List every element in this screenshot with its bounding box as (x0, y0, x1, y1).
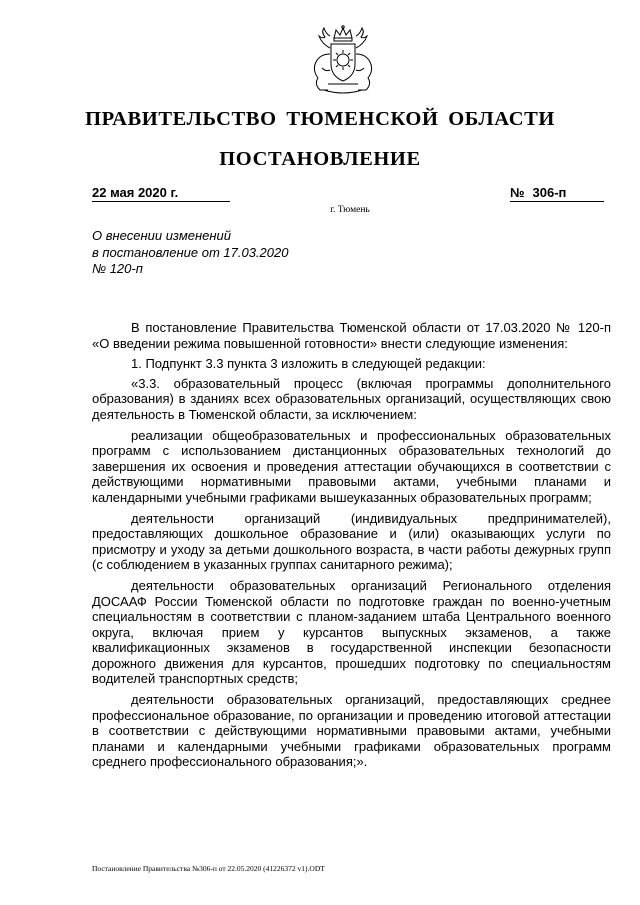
body-paragraph-exception-4: деятельности образовательных организаций, предоставляющих среднее профессиональное образование, по организации и проведению итоговой аттестации в соответствии с действующими нормативными правовыми актами, учебными планами и календарными учебными графиками образовательных программ среднего профессионального образования;». (92, 692, 611, 770)
document-date: 22 мая 2020 г. (92, 185, 230, 202)
document-subject (92, 228, 352, 278)
document-number: 306-п (532, 185, 567, 200)
document-number-field (510, 185, 604, 202)
body-paragraph-item-1: 1. Подпункт 3.3 пункта 3 изложить в следующей редакции: (131, 356, 486, 372)
document-footer: Постановление Правительства №306-п от 22.05.2020 (41226372 v1).ODT (92, 864, 325, 873)
body-paragraph-subitem-3-3: «3.3. образовательный процесс (включая программы дополнительного образования) в зданиях всех образовательных организаций, осуществляющих свою деятельность в Тюменской области, за исключением: (92, 375, 611, 422)
city-label: г. Тюмень (330, 205, 370, 215)
number-sign: № (510, 185, 525, 200)
document-body (92, 320, 611, 775)
subject-line-2: в постановление от 17.03.2020 (92, 244, 289, 260)
coat-of-arms-icon (300, 24, 386, 98)
body-paragraph-exception-2: деятельности организаций (индивидуальных предпринимателей), предоставляющих дошкольное образование и (или) оказывающих услуги по присмотру и уходу за детьми дошкольного возраста, в части работы дежурных групп (с соблюдением в указанных группах санитарного режима); (92, 510, 611, 573)
document-type-title: ПОСТАНОВЛЕНИЕ (219, 148, 421, 170)
body-paragraph-intro: В постановление Правительства Тюменской области от 17.03.2020 № 120-п «О введении режима повышенной готовности» внести следующие изменения: (92, 320, 611, 351)
body-paragraph-exception-1: реализации общеобразовательных и профессиональных образовательных программ с использованием дистанционных образовательных технологий до завершения их освоения и проведения аттестации обучающихся в соответствии с действующими нормативными правовыми актами, учебными планами и календарными учебными графиками вышеуказанных образовательных программ; (92, 427, 611, 505)
government-title: ПРАВИТЕЛЬСТВО ТЮМЕНСКОЙ ОБЛАСТИ (85, 108, 555, 130)
subject-line-3: № 120-п (92, 261, 143, 276)
subject-line-1: О внесении изменений (92, 228, 231, 243)
body-paragraph-exception-3: деятельности образовательных организаций Регионального отделения ДОСААФ России Тюменской области по подготовке граждан по военно-учетным специальностям в соответствии с планом-заданием штаба Центрального военного округа, включая прием у курсантов выпускных экзаменов, а также квалификационных экзаменов в государственной инспекции безопасности дорожного движения для курсантов, прошедших подготовку по специальностям водителей транспортных средств; (92, 577, 611, 687)
